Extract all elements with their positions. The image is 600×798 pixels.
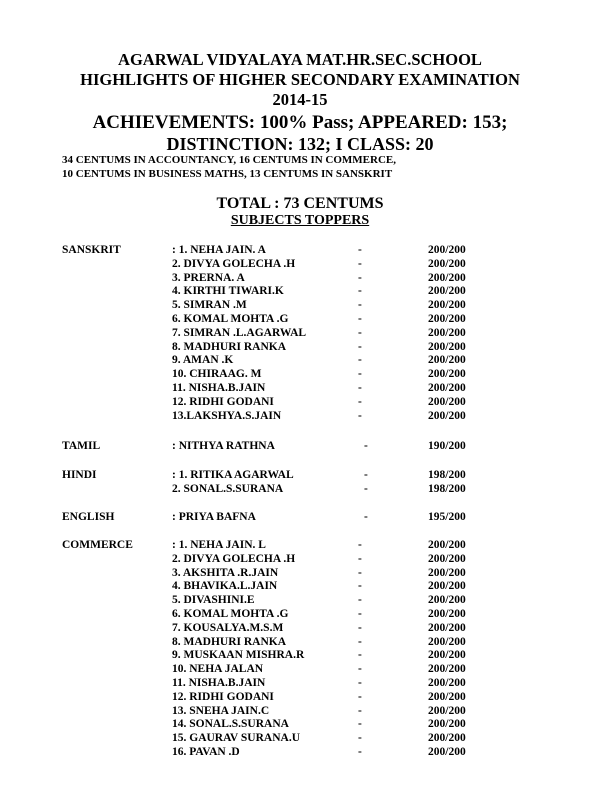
student-name: 2. DIVYA GOLECHA .H [172, 257, 296, 270]
distinction-line: DISTINCTION: 132; I CLASS: 20 [166, 134, 434, 154]
score-value: 200/200 [428, 690, 466, 703]
topper-row [0, 663, 600, 677]
separator-dash: - [358, 257, 362, 270]
topper-row [0, 410, 600, 424]
student-name: 7. SIMRAN .L.AGARWAL [172, 326, 307, 339]
student-name: 4. KIRTHI TIWARI.K [172, 285, 284, 298]
subject-label: SANSKRIT [62, 244, 121, 256]
total-centums: TOTAL : 73 CENTUMS [216, 195, 384, 212]
score-value: 198/200 [428, 469, 466, 481]
score-value: 200/200 [428, 552, 466, 565]
student-name: 7. KOUSALYA.M.S.M [172, 621, 284, 634]
centums-summary-line-1: 34 CENTUMS IN ACCOUNTANCY, 16 CENTUMS IN COMMERCE, [62, 154, 396, 166]
topper-row [0, 594, 600, 608]
student-name: : NITHYA RATHNA [172, 440, 275, 452]
subject-label: ENGLISH [62, 511, 115, 523]
separator-dash: - [358, 621, 362, 634]
score-value: 200/200 [428, 580, 466, 593]
student-name: 10. NEHA JALAN [172, 663, 264, 676]
topper-row [0, 608, 600, 622]
student-name: 13.LAKSHYA.S.JAIN [172, 409, 282, 422]
separator-dash: - [364, 440, 368, 452]
separator-dash: - [358, 326, 362, 339]
score-value: 200/200 [428, 635, 466, 648]
separator-dash: - [358, 566, 362, 579]
separator-dash: - [358, 690, 362, 703]
topper-row [0, 580, 600, 594]
student-name: : 1. NEHA JAIN. A [172, 244, 266, 256]
separator-dash: - [358, 539, 362, 551]
topper-row [0, 382, 600, 396]
score-value: 200/200 [428, 608, 466, 620]
score-value: 200/200 [428, 621, 466, 634]
score-value: 200/200 [428, 718, 466, 731]
topper-row [0, 354, 600, 368]
score-value: 200/200 [428, 340, 466, 353]
topper-row [0, 285, 600, 299]
student-name: 8. MADHURI RANKA [172, 340, 287, 353]
score-value: 200/200 [428, 285, 466, 298]
separator-dash: - [364, 511, 368, 523]
separator-dash: - [358, 285, 362, 298]
student-name: 9. MUSKAAN MISHRA.R [172, 649, 305, 662]
topper-row [0, 705, 600, 719]
topper-row [0, 272, 600, 286]
score-value: 200/200 [428, 395, 466, 408]
topper-row [0, 244, 600, 258]
student-name: 9. AMAN .K [172, 354, 234, 367]
topper-row [0, 718, 600, 732]
score-value: 198/200 [428, 483, 466, 495]
separator-dash: - [358, 354, 362, 367]
exam-year: 2014-15 [272, 90, 328, 109]
topper-row [0, 299, 600, 313]
score-value: 200/200 [428, 746, 466, 758]
score-value: 200/200 [428, 539, 466, 551]
topper-row [0, 677, 600, 691]
student-name: 12. RIDHI GODANI [172, 690, 274, 703]
separator-dash: - [358, 409, 362, 422]
student-name: 15. GAURAV SURANA.U [172, 732, 301, 745]
score-value: 200/200 [428, 313, 466, 325]
topper-row [0, 440, 600, 454]
separator-dash: - [358, 635, 362, 648]
separator-dash: - [358, 368, 362, 381]
topper-row [0, 732, 600, 746]
topper-row [0, 469, 600, 483]
student-name: 14. SONAL.S.SURANA [172, 718, 289, 731]
student-name: 11. NISHA.B.JAIN [172, 677, 266, 689]
exam-title: HIGHLIGHTS OF HIGHER SECONDARY EXAMINATION [80, 70, 520, 89]
student-name: 2. DIVYA GOLECHA .H [172, 552, 296, 565]
score-value: 200/200 [428, 409, 466, 422]
separator-dash: - [358, 552, 362, 565]
score-value: 200/200 [428, 299, 466, 312]
separator-dash: - [358, 395, 362, 408]
topper-row [0, 636, 600, 650]
student-name: 4. BHAVIKA.L.JAIN [172, 580, 278, 593]
topper-row [0, 396, 600, 410]
separator-dash: - [358, 746, 362, 758]
separator-dash: - [358, 594, 362, 607]
achievements-line: ACHIEVEMENTS: 100% Pass; APPEARED: 153; [92, 112, 508, 133]
student-name: 6. KOMAL MOHTA .G [172, 608, 289, 620]
student-name: : 1. RITIKA AGARWAL [172, 469, 294, 481]
score-value: 200/200 [428, 677, 466, 689]
separator-dash: - [358, 313, 362, 325]
separator-dash: - [358, 299, 362, 312]
score-value: 200/200 [428, 368, 466, 381]
separator-dash: - [364, 483, 368, 495]
topper-row [0, 649, 600, 663]
topper-row [0, 258, 600, 272]
score-value: 200/200 [428, 271, 466, 284]
centums-summary-line-2: 10 CENTUMS IN BUSINESS MATHS, 13 CENTUMS IN SANSKRIT [62, 168, 393, 180]
school-name: AGARWAL VIDYALAYA MAT.HR.SEC.SCHOOL [118, 50, 482, 69]
student-name: 11. NISHA.B.JAIN [172, 382, 266, 394]
score-value: 195/200 [428, 511, 466, 523]
student-name: 2. SONAL.S.SURANA [172, 483, 284, 495]
score-value: 200/200 [428, 326, 466, 339]
student-name: : 1. NEHA JAIN. L [172, 539, 266, 551]
score-value: 200/200 [428, 244, 466, 256]
topper-row [0, 313, 600, 327]
separator-dash: - [358, 244, 362, 256]
topper-row [0, 553, 600, 567]
score-value: 190/200 [428, 440, 466, 452]
score-value: 200/200 [428, 649, 466, 662]
subject-label: TAMIL [62, 440, 101, 452]
student-name: 3. AKSHITA .R.JAIN [172, 566, 279, 579]
student-name: 6. KOMAL MOHTA .G [172, 313, 289, 325]
topper-row [0, 483, 600, 497]
separator-dash: - [358, 649, 362, 662]
subject-label: HINDI [62, 469, 97, 481]
separator-dash: - [358, 382, 362, 394]
topper-row [0, 567, 600, 581]
score-value: 200/200 [428, 594, 466, 607]
topper-row [0, 368, 600, 382]
student-name: 8. MADHURI RANKA [172, 635, 287, 648]
topper-row [0, 341, 600, 355]
toppers-heading: SUBJECTS TOPPERS [230, 213, 370, 228]
separator-dash: - [358, 340, 362, 353]
score-value: 200/200 [428, 566, 466, 579]
separator-dash: - [358, 677, 362, 689]
student-name: 16. PAVAN .D [172, 746, 240, 758]
score-value: 200/200 [428, 382, 466, 394]
topper-row [0, 746, 600, 760]
topper-row [0, 511, 600, 525]
separator-dash: - [358, 732, 362, 745]
student-name: 10. CHIRAAG. M [172, 368, 262, 381]
student-name: 5. DIVASHINI.E [172, 594, 255, 607]
topper-row [0, 539, 600, 553]
separator-dash: - [358, 608, 362, 620]
separator-dash: - [364, 469, 368, 481]
topper-row [0, 622, 600, 636]
score-value: 200/200 [428, 704, 466, 717]
student-name: 5. SIMRAN .M [172, 299, 247, 312]
student-name: : PRIYA BAFNA [172, 511, 256, 523]
separator-dash: - [358, 718, 362, 731]
score-value: 200/200 [428, 732, 466, 745]
separator-dash: - [358, 271, 362, 284]
separator-dash: - [358, 580, 362, 593]
topper-row [0, 691, 600, 705]
student-name: 13. SNEHA JAIN.C [172, 704, 270, 717]
topper-row [0, 327, 600, 341]
student-name: 3. PRERNA. A [172, 271, 245, 284]
score-value: 200/200 [428, 257, 466, 270]
student-name: 12. RIDHI GODANI [172, 395, 274, 408]
subject-label: COMMERCE [62, 539, 133, 551]
separator-dash: - [358, 663, 362, 676]
score-value: 200/200 [428, 354, 466, 367]
separator-dash: - [358, 704, 362, 717]
score-value: 200/200 [428, 663, 466, 676]
